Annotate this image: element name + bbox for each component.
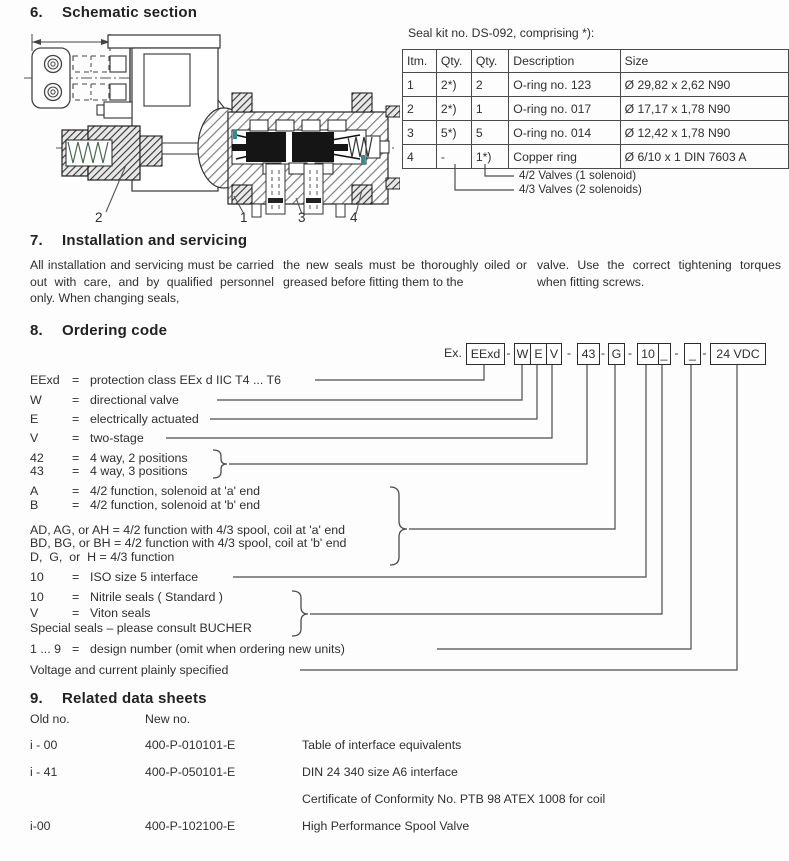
code-cell-e: E	[530, 344, 546, 364]
section-9-title: Related data sheets	[62, 690, 207, 707]
description: BD, BG, or BH = 4/2 function with 4/3 spool, coil at 'b' end	[30, 536, 347, 550]
schematic-section-drawing	[20, 30, 400, 230]
code: W	[30, 393, 42, 407]
item-label-2: 2	[95, 210, 103, 225]
table-cell: 2*)	[436, 97, 471, 121]
code: V	[30, 606, 39, 620]
datasheet-old-no: i - 41	[30, 765, 58, 779]
seal-kit-table	[402, 49, 789, 169]
code: 10	[30, 570, 44, 584]
code-cell-w: W	[516, 347, 529, 361]
installation-text-col1: All installation and servicing must be carried out with care, and by qualified personnel only. When changing seals,	[30, 258, 274, 305]
description: D, G, or H = 4/3 function	[30, 550, 175, 564]
code-box-wev	[514, 343, 562, 365]
section-9-number: 9.	[30, 690, 43, 707]
seal-kit-title: Seal kit no. DS-092, comprising *):	[408, 26, 595, 40]
table-cell: Ø 29,82 x 2,62 N90	[620, 73, 788, 97]
code-dash: -	[627, 346, 633, 360]
description: design number (omit when ordering new units)	[90, 642, 345, 656]
code: 10	[30, 590, 44, 604]
table-cell: -	[436, 145, 471, 169]
header-size: Size	[620, 50, 788, 73]
datasheet-description: Table of interface equivalents	[302, 738, 462, 752]
seal-kit-row	[403, 121, 789, 145]
section-6-heading	[30, 4, 197, 21]
leader-function	[409, 364, 615, 529]
header-description: Description	[509, 50, 620, 73]
datasheet-description: High Performance Spool Valve	[302, 819, 470, 833]
equals: =	[72, 642, 80, 656]
header-qty-1: Qty.	[436, 50, 471, 73]
installation-text-col2: the new seals must be thoroughly oiled or greased before fitting them to the	[283, 258, 527, 289]
code-box-10	[637, 343, 671, 365]
code-dash: -	[600, 346, 606, 360]
note-42-valves: 4/2 Valves (1 solenoid)	[519, 169, 637, 182]
code-cell-blank1: _	[658, 344, 670, 364]
equals: =	[72, 431, 80, 445]
column-header-new-no: New no.	[145, 712, 191, 726]
section-8-number: 8.	[30, 322, 43, 339]
description: 4 way, 3 positions	[90, 464, 188, 478]
section-7-number: 7.	[30, 232, 43, 249]
table-cell: Copper ring	[509, 145, 620, 169]
datasheet-new-no: 400-P-010101-E	[145, 738, 236, 752]
description: Viton seals	[90, 606, 151, 620]
code-dash: -	[566, 346, 572, 360]
section-6-title: Schematic section	[62, 4, 198, 21]
note-43-valves: 4/3 Valves (2 solenoids)	[519, 183, 642, 196]
code-dash: -	[702, 346, 707, 360]
description: Voltage and current plainly specified	[30, 663, 229, 677]
table-cell: 5*)	[436, 121, 471, 145]
seal-kit-row	[403, 97, 789, 121]
description: 4 way, 2 positions	[90, 451, 188, 465]
table-cell: 4	[403, 145, 437, 169]
datasheet-old-no: i - 00	[30, 738, 58, 752]
table-cell: O-ring no. 014	[509, 121, 620, 145]
code: 1 ... 9	[30, 642, 61, 656]
section-7-title: Installation and servicing	[62, 232, 248, 249]
equals: =	[72, 464, 80, 478]
code-box-43: 43	[577, 343, 600, 365]
example-label: Ex.	[444, 346, 462, 360]
description: two-stage	[90, 431, 144, 445]
leader-seals	[310, 364, 662, 614]
table-cell: 5	[471, 121, 508, 145]
code: A	[30, 484, 39, 498]
table-cell: O-ring no. 017	[509, 97, 620, 121]
code-dash: -	[674, 346, 679, 360]
valve-body	[198, 93, 400, 217]
datasheet-description: Certificate of Conformity No. PTB 98 ATEX 1008 for coil	[302, 792, 606, 806]
code-box-eexd: EExd	[466, 343, 505, 365]
section-6-number: 6.	[30, 4, 43, 21]
brace-4243	[213, 450, 227, 478]
leader-eexd	[315, 364, 484, 380]
code-dash: -	[506, 346, 511, 360]
code: EExd	[30, 373, 60, 387]
section-8-heading	[30, 322, 167, 339]
equals: =	[72, 393, 80, 407]
header-itm: Itm.	[403, 50, 437, 73]
description: protection class EEx d IIC T4 ... T6	[90, 373, 281, 387]
seal-kit-row	[403, 73, 789, 97]
header-qty-2: Qty.	[471, 50, 508, 73]
section-9-heading	[30, 690, 207, 707]
datasheet-new-no: 400-P-102100-E	[145, 819, 236, 833]
leader-design	[437, 364, 691, 649]
table-cell: 3	[403, 121, 437, 145]
equals: =	[72, 412, 80, 426]
table-cell: 2	[471, 73, 508, 97]
description: 4/2 function, solenoid at 'a' end	[90, 484, 261, 498]
code-box-voltage: 24 VDC	[710, 343, 766, 365]
table-cell: 1	[403, 73, 437, 97]
equals: =	[72, 606, 80, 620]
table-cell: Ø 6/10 x 1 DIN 7603 A	[620, 145, 788, 169]
seal-kit-header-row	[403, 50, 789, 73]
equals: =	[72, 373, 80, 387]
description: directional valve	[90, 393, 179, 407]
description: ISO size 5 interface	[90, 570, 199, 584]
code-box-g: G	[608, 343, 625, 365]
section-8-title: Ordering code	[62, 322, 168, 339]
datasheet-description: DIN 24 340 size A6 interface	[302, 765, 458, 779]
table-cell: 1	[471, 97, 508, 121]
table-cell: 2	[403, 97, 437, 121]
installation-text-col3: valve. Use the correct tightening torques when fitting screws.	[537, 258, 781, 289]
code: V	[30, 431, 39, 445]
code-box-blank2: _	[684, 343, 701, 365]
description: Nitrile seals ( Standard )	[90, 590, 223, 604]
item-label-4: 4	[350, 210, 358, 225]
code: E	[30, 412, 39, 426]
datasheet-old-no: i-00	[30, 819, 51, 833]
table-cell: 2*)	[436, 73, 471, 97]
description: electrically actuated	[90, 412, 199, 426]
code: 43	[30, 464, 44, 478]
leader-4243	[229, 364, 587, 464]
table-cell: 1*)	[471, 145, 508, 169]
item-label-3: 3	[298, 210, 306, 225]
code: B	[30, 498, 39, 512]
description: 4/2 function, solenoid at 'b' end	[90, 498, 261, 512]
leader-voltage	[300, 364, 737, 670]
description: AD, AG, or AH = 4/2 function with 4/3 spool, coil at 'a' end	[30, 523, 346, 537]
brace-seals	[292, 591, 308, 636]
column-header-old-no: Old no.	[30, 712, 70, 726]
code: 42	[30, 451, 44, 465]
equals: =	[72, 451, 80, 465]
code-cell-10: 10	[641, 347, 655, 361]
brace-function	[390, 487, 407, 565]
description: Special seals – please consult BUCHER	[30, 621, 252, 635]
table-cell: O-ring no. 123	[509, 73, 620, 97]
seal-kit-row	[403, 145, 789, 169]
equals: =	[72, 570, 80, 584]
table-cell: Ø 17,17 x 1,78 N90	[620, 97, 788, 121]
equals: =	[72, 590, 80, 604]
item-label-1: 1	[240, 210, 248, 225]
equals: =	[72, 498, 80, 512]
equals: =	[72, 484, 80, 498]
code-cell-v: V	[546, 344, 561, 364]
table-cell: Ø 12,42 x 1,78 N90	[620, 121, 788, 145]
datasheet-new-no: 400-P-050101-E	[145, 765, 236, 779]
section-7-heading	[30, 232, 247, 249]
